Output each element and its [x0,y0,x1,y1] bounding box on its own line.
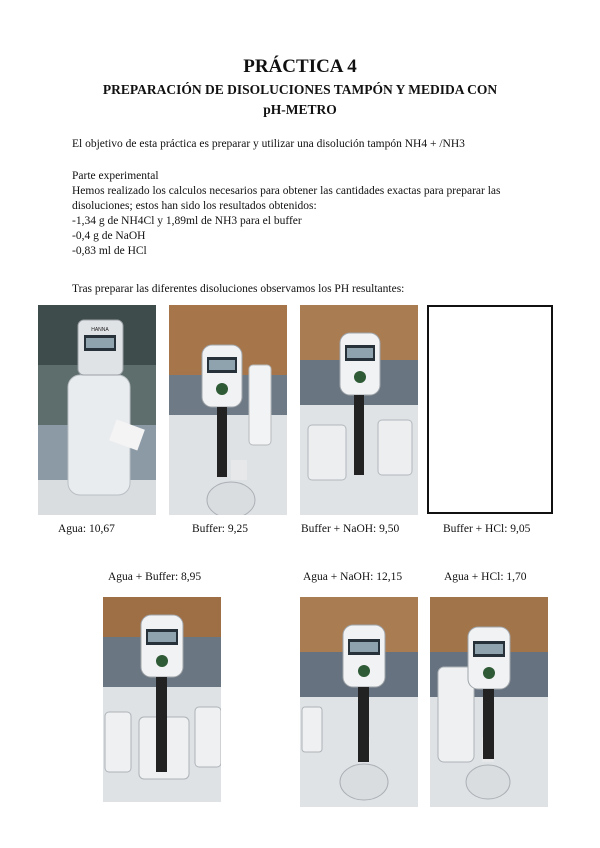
caption-agua: Agua: 10,67 [58,523,115,535]
photo-buffer [169,305,287,515]
page-title: PRÁCTICA 4 [243,56,357,77]
meter-brand-label: HANNA [91,327,109,333]
experimental-section [72,169,501,259]
calc-text-line: Hemos realizado los calculos necesarios para obtener las cantidades exactas para preparar las [72,185,501,197]
subtitle-line: PREPARACIÓN DE DISOLUCIONES TAMPÓN Y MEDIDA CON [102,82,498,97]
bullet-item: -0,4 g de NaOH [72,230,146,242]
bullet-item: -0,83 ml de HCl [72,245,147,257]
photo-agua-hcl [430,597,548,807]
caption-buffer-naoh: Buffer + NaOH: 9,50 [301,523,400,535]
calc-text-line: disoluciones; estos han sido los resultados obtenidos: [72,200,317,212]
photo-agua-naoh [300,597,418,807]
objective-paragraph: El objetivo de esta práctica es preparar y utilizar una disolución tampón NH4 + /NH3 [72,138,465,150]
photo-agua-buffer [103,597,221,802]
caption-agua-naoh: Agua + NaOH: 12,15 [303,571,403,583]
caption-agua-buffer: Agua + Buffer: 8,95 [108,571,202,583]
results-intro: Tras preparar las diferentes disoluciones observamos los PH resultantes: [72,283,405,295]
subtitle-line: pH-METRO [263,102,337,117]
photo-buffer-naoh [300,305,418,515]
page-subtitle [70,80,530,120]
caption-buffer: Buffer: 9,25 [192,523,249,535]
bullet-item: -1,34 g de NH4Cl y 1,89ml de NH3 para el buffer [72,215,302,227]
empty-photo-frame [427,305,553,514]
caption-agua-hcl: Agua + HCl: 1,70 [444,571,527,583]
photo-agua [38,305,156,515]
caption-buffer-hcl: Buffer + HCl: 9,05 [443,523,531,535]
section-heading: Parte experimental [72,170,159,182]
